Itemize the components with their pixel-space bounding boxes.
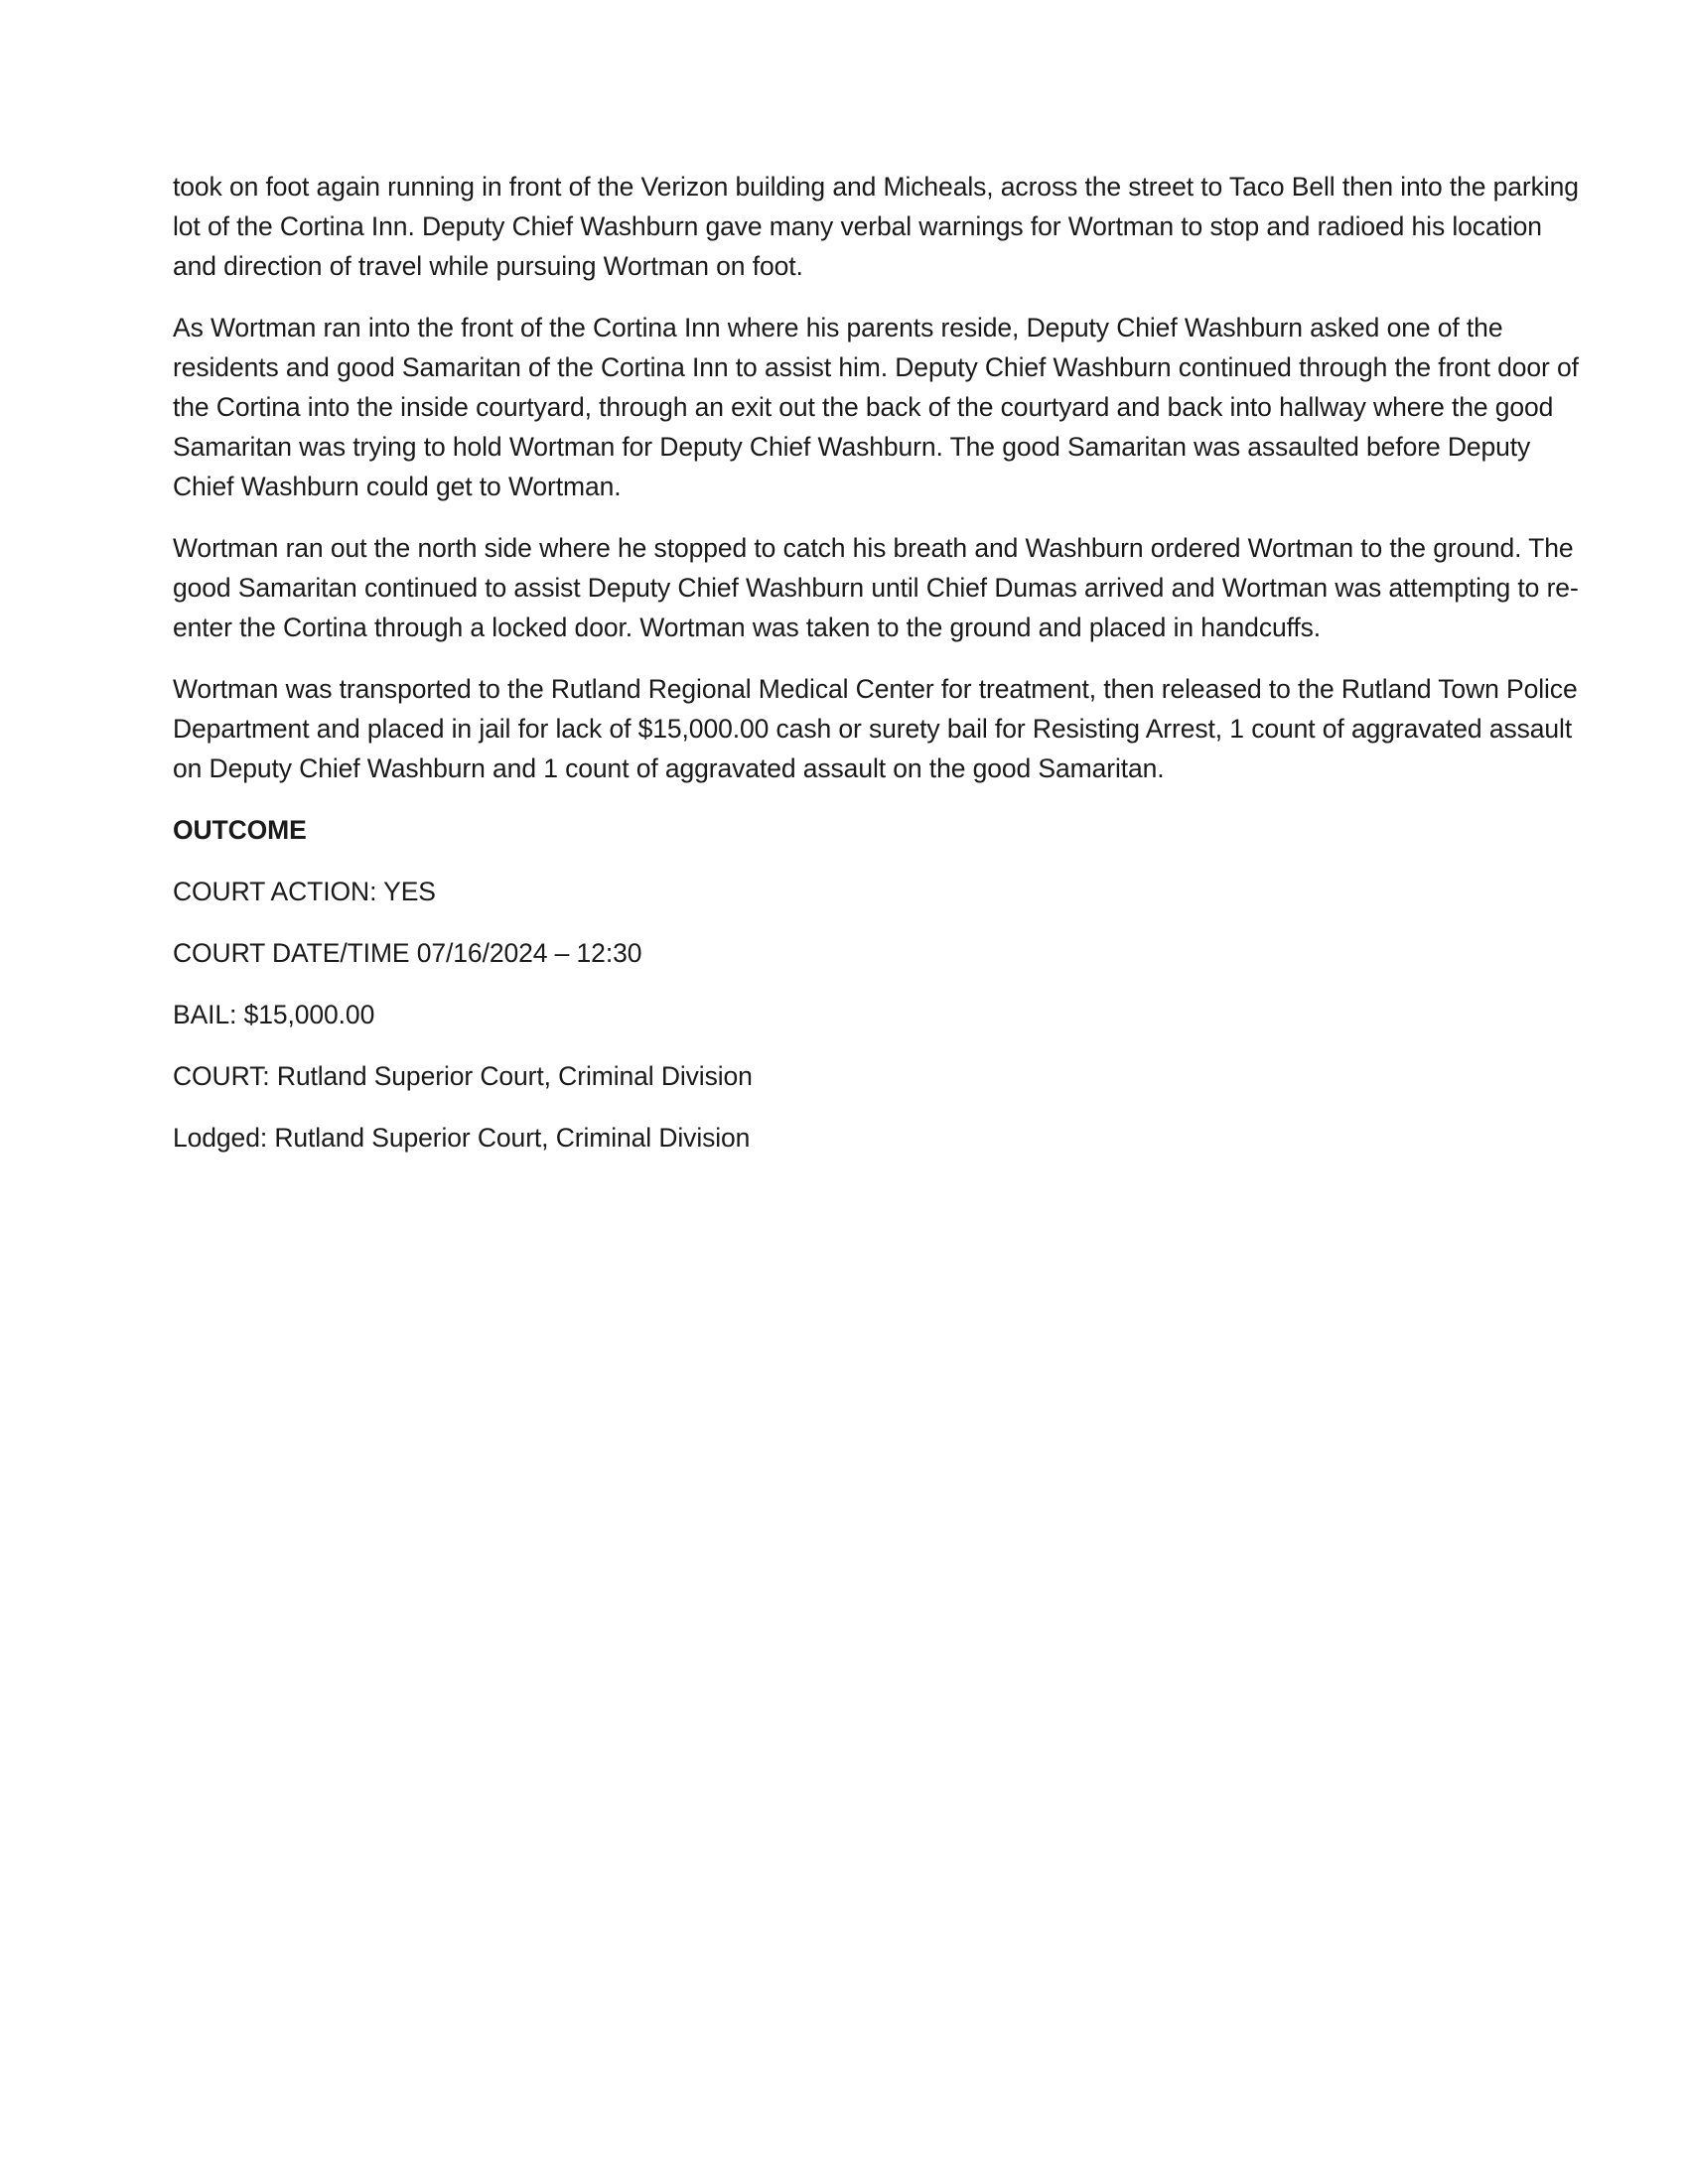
- court-datetime-field: COURT DATE/TIME 07/16/2024 – 12:30: [173, 938, 642, 968]
- court-action-field: COURT ACTION: YES: [173, 877, 436, 906]
- narrative-paragraph-4: Wortman was transported to the Rutland Regional Medical Center for treatment, then released to the Rutland Town Police Department and placed in jail for lack of $15,000.00 cash or surety bail for Resisting Arrest, 1 count of aggravated assault on Deputy Chief Washburn and 1 count of aggravated assault on the good Samaritan.: [173, 674, 1578, 783]
- document-body: [173, 167, 1583, 1179]
- narrative-paragraph-3: Wortman ran out the north side where he stopped to catch his breath and Washburn ordered Wortman to the ground. The good Samaritan continued to assist Deputy Chief Washburn until Chief Dumas arrived and Wortman was attempting to re-enter the Cortina through a locked door. Wortman was taken to the ground and placed in handcuffs.: [173, 533, 1579, 642]
- bail-field: BAIL: $15,000.00: [173, 1000, 375, 1029]
- court-field: COURT: Rutland Superior Court, Criminal Division: [173, 1061, 753, 1091]
- lodged-field: Lodged: Rutland Superior Court, Criminal Division: [173, 1123, 751, 1153]
- narrative-paragraph-1: took on foot again running in front of the Verizon building and Micheals, across the street to Taco Bell then into the parking lot of the Cortina Inn. Deputy Chief Washburn gave many verbal warnings for Wortman to stop and radioed his location and direction of travel while pursuing Wortman on foot.: [173, 172, 1579, 281]
- narrative-paragraph-2: As Wortman ran into the front of the Cortina Inn where his parents reside, Deputy Chief Washburn asked one of the residents and good Samaritan of the Cortina Inn to assist him. Deputy Chief Washburn continued through the front door of the Cortina into the inside courtyard, through an exit out the back of the courtyard and back into hallway where the good Samaritan was trying to hold Wortman for Deputy Chief Washburn. The good Samaritan was assaulted before Deputy Chief Washburn could get to Wortman.: [173, 313, 1579, 501]
- outcome-heading: OUTCOME: [173, 815, 307, 845]
